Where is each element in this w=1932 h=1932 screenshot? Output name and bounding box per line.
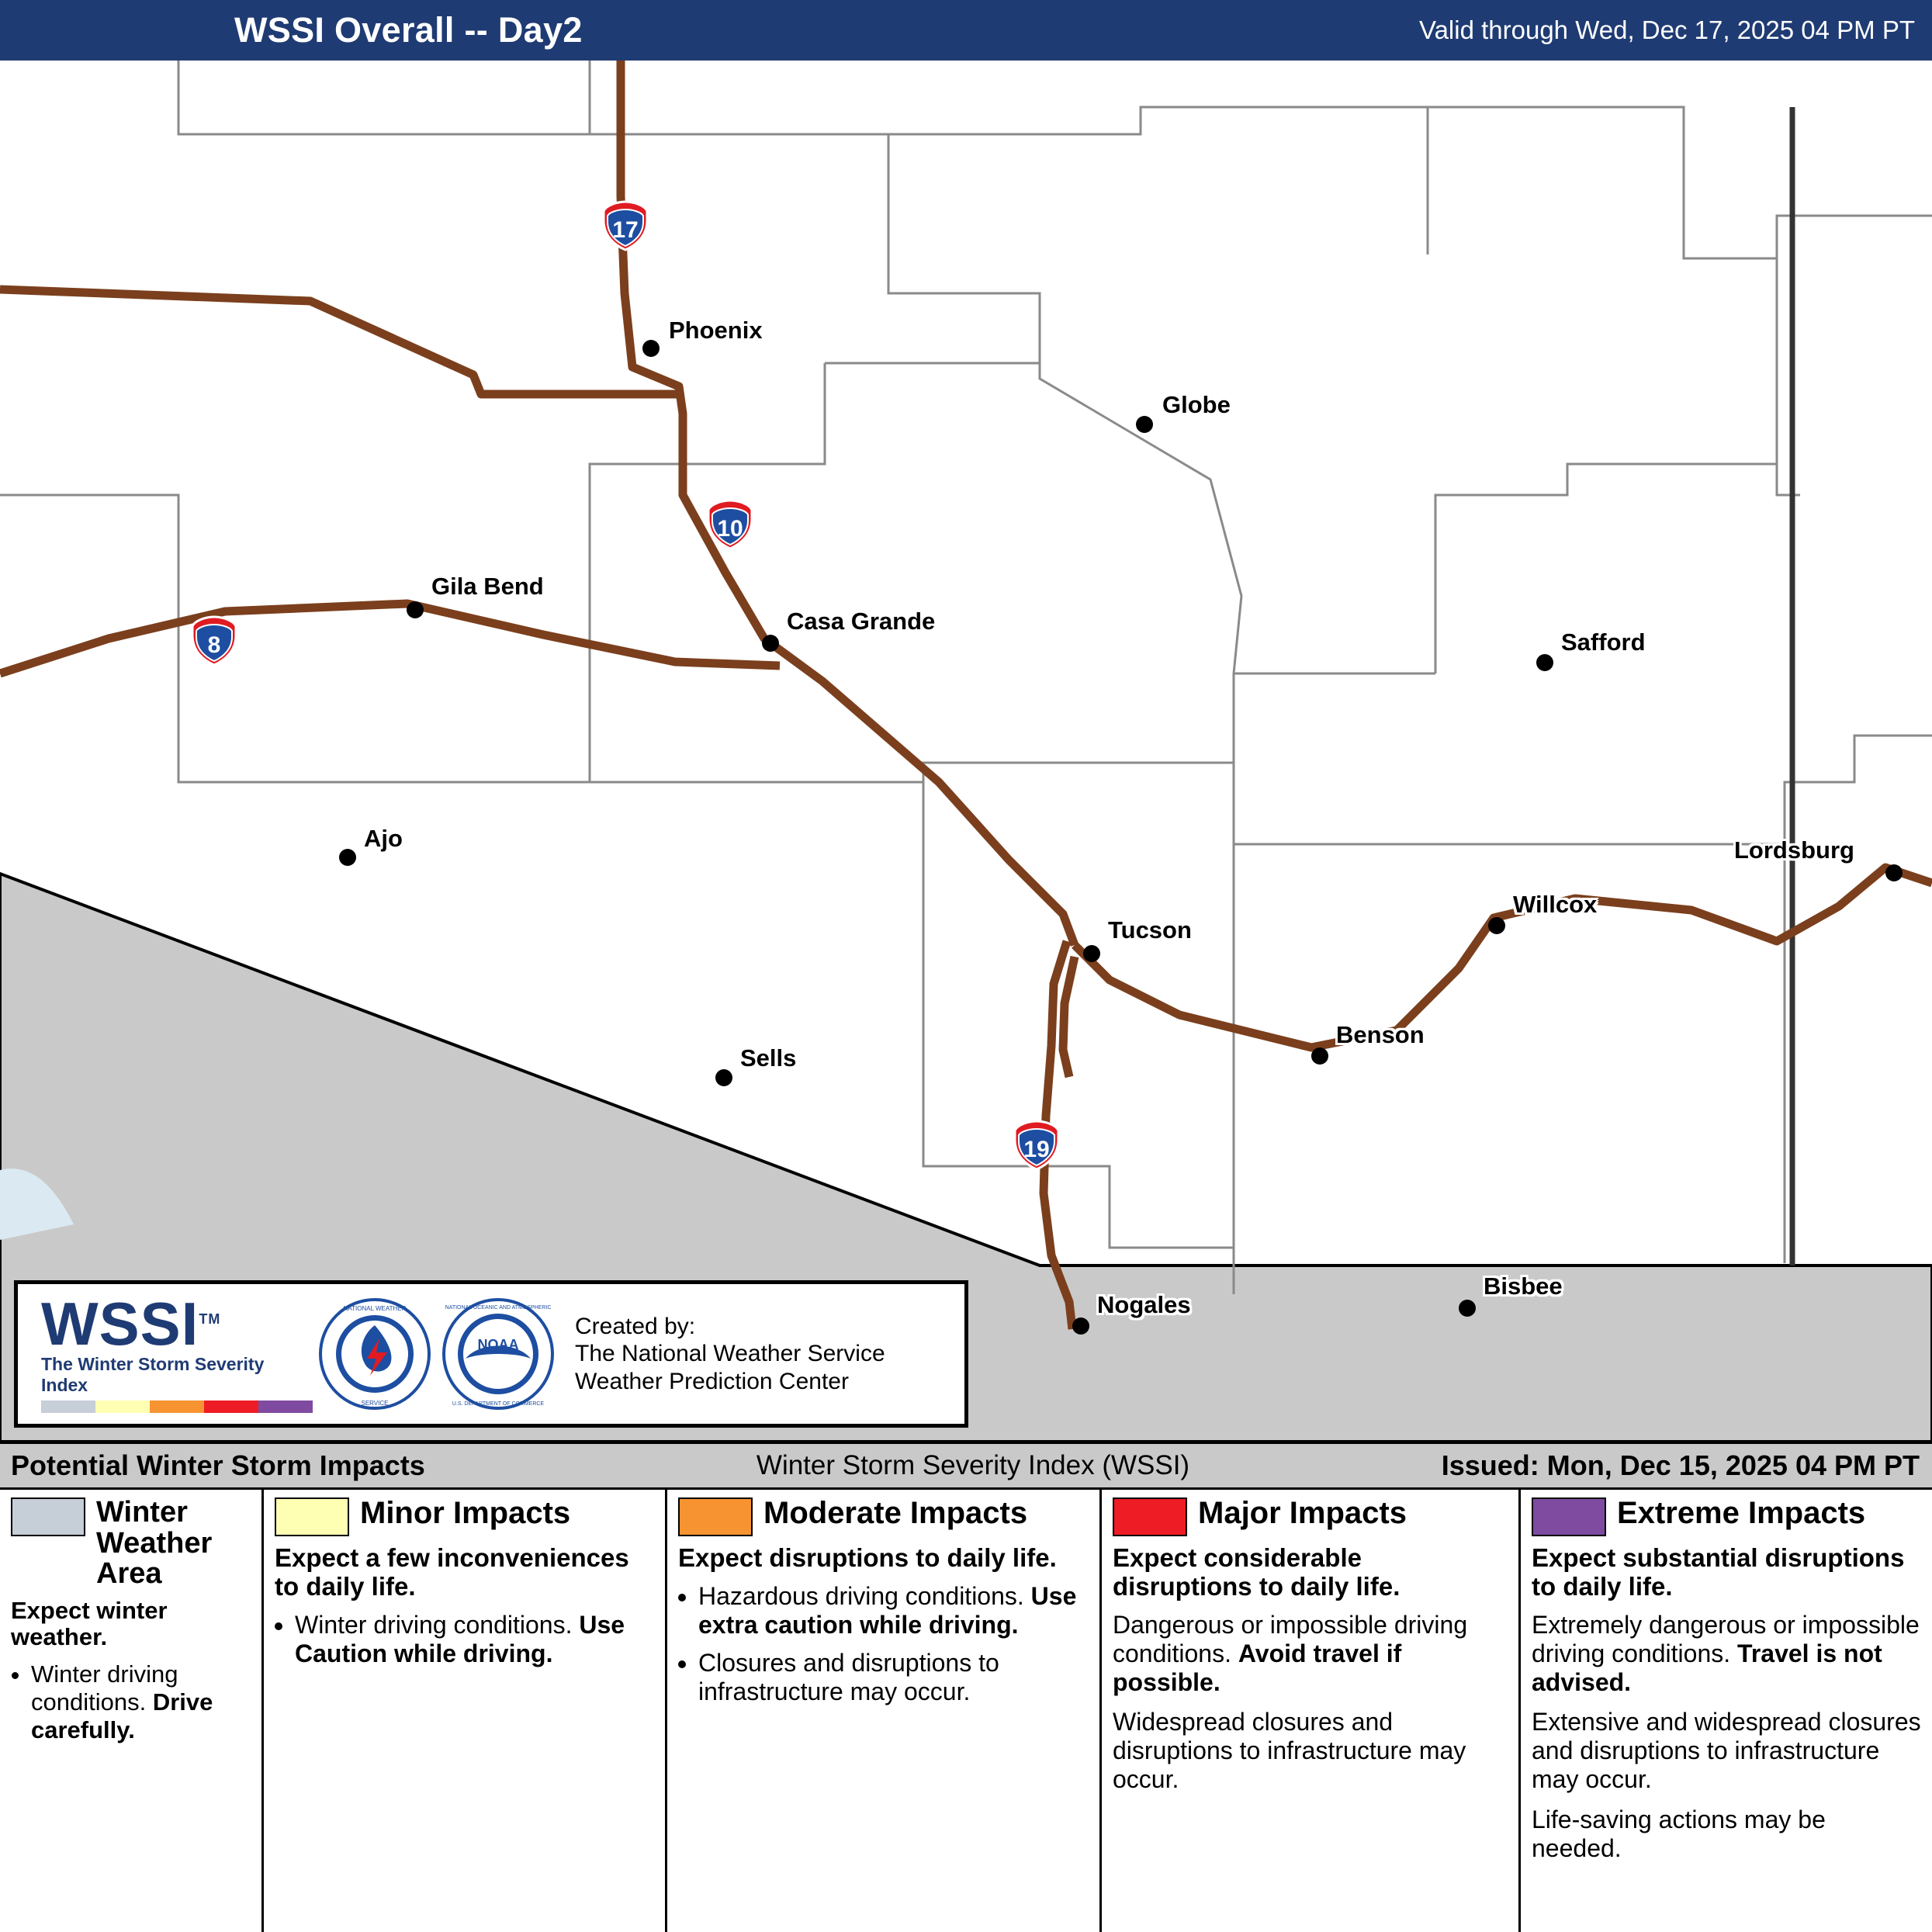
legend-header	[11, 1497, 251, 1590]
legend-bullets-moderate	[678, 1582, 1089, 1706]
legend-body-winter	[11, 1660, 251, 1744]
legend-subtitle-winter: Expect winter weather.	[11, 1596, 168, 1651]
shield-number: 17	[612, 217, 639, 243]
interstate-shield-17	[601, 200, 649, 251]
legend-col-major	[1102, 1490, 1521, 1932]
legend-title-winter: Winter Weather Area	[96, 1496, 213, 1591]
legend-swatch-moderate	[678, 1497, 753, 1536]
city-dot-lordsburg	[1885, 864, 1903, 881]
color-chip-winter	[41, 1401, 95, 1413]
legend-paragraph	[1532, 1708, 1921, 1794]
issued-text: Issued: Mon, Dec 15, 2025 04 PM PT	[1441, 1449, 1920, 1481]
city-label-benson: Benson	[1336, 1021, 1425, 1048]
wssi-tm: TM	[199, 1311, 221, 1327]
created-by-center: Weather Prediction Center	[575, 1368, 849, 1394]
city-dot-phoenix	[642, 340, 660, 357]
city-label-safford: Safford	[1561, 628, 1646, 656]
list-item	[698, 1649, 1089, 1706]
wssi-wordmark	[41, 1289, 305, 1358]
legend-swatch-extreme	[1532, 1497, 1606, 1536]
svg-text:NATIONAL WEATHER: NATIONAL WEATHER	[343, 1304, 407, 1312]
paragraph-text: Extremely dangerous or impossible driving conditions.	[1532, 1610, 1920, 1668]
legend-body-minor	[275, 1611, 654, 1668]
legend-header	[1532, 1497, 1921, 1536]
legend-paragraph	[1113, 1708, 1508, 1794]
bullet-bold: Drive carefully.	[31, 1688, 213, 1743]
city-dot-casa-grande	[762, 635, 779, 652]
bullet-bold: Use Caution while driving.	[295, 1610, 625, 1668]
interstate-shield-10	[706, 499, 754, 550]
legend-bullets-winter	[11, 1660, 251, 1744]
created-by-agency: The National Weather Service	[575, 1341, 885, 1367]
legend-bullets-minor	[275, 1611, 654, 1668]
agency-seals	[305, 1298, 569, 1411]
city-label-bisbee: Bisbee	[1484, 1272, 1563, 1300]
city-dot-bisbee	[1459, 1300, 1476, 1317]
legend-subtitle-extreme: Expect substantial disruptions to daily life.	[1532, 1543, 1905, 1601]
page-title: WSSI Overall -- Day2	[234, 10, 583, 50]
bullet-text: Winter driving conditions.	[295, 1610, 580, 1639]
city-label-casa-grande: Casa Grande	[787, 608, 936, 635]
city-label-ajo: Ajo	[364, 825, 403, 852]
svg-text:NOAA: NOAA	[477, 1336, 519, 1352]
interstate-shield-8	[190, 615, 238, 667]
header-bar	[0, 0, 1932, 61]
legend-col-minor	[264, 1490, 667, 1932]
city-label-gila-bend: Gila Bend	[431, 573, 544, 600]
list-item	[295, 1611, 654, 1668]
legend-title-extreme: Extreme Impacts	[1617, 1496, 1866, 1530]
city-label-tucson: Tucson	[1108, 916, 1192, 943]
wssi-brand	[18, 1289, 305, 1413]
city-label-sells: Sells	[740, 1044, 797, 1072]
impacts-bar	[0, 1442, 1932, 1490]
legend-paragraph	[1532, 1611, 1921, 1697]
created-by-label: Created by:	[575, 1313, 696, 1339]
shield-number: 10	[717, 516, 743, 542]
legend-header	[275, 1497, 654, 1536]
bullet-bold: Use extra caution while driving.	[698, 1581, 1077, 1639]
svg-text:U.S. DEPARTMENT OF COMMERCE: U.S. DEPARTMENT OF COMMERCE	[452, 1401, 545, 1407]
city-dot-benson	[1311, 1047, 1328, 1065]
city-dot-nogales	[1072, 1317, 1089, 1335]
legend-body-moderate	[678, 1582, 1089, 1706]
city-label-phoenix: Phoenix	[669, 317, 763, 344]
color-chip-moderate	[150, 1401, 204, 1413]
color-chip-minor	[95, 1401, 150, 1413]
city-dot-ajo	[339, 849, 356, 866]
impacts-bar-title: Potential Winter Storm Impacts	[11, 1449, 425, 1481]
map-canvas[interactable]	[0, 61, 1932, 1442]
legend-subtitle-major: Expect considerable disruptions to daily life.	[1113, 1543, 1401, 1601]
list-item	[31, 1660, 251, 1744]
legend-col-moderate	[667, 1490, 1102, 1932]
list-item	[698, 1582, 1089, 1639]
legend-swatch-minor	[275, 1497, 349, 1536]
city-dot-safford	[1536, 654, 1553, 671]
paragraph-text: Dangerous or impossible driving conditions.	[1113, 1610, 1468, 1668]
noaa-seal-icon	[442, 1298, 555, 1411]
city-dot-willcox	[1488, 917, 1505, 934]
legend-body-extreme	[1532, 1611, 1921, 1863]
paragraph-text: Widespread closures and disruptions to infrastructure may occur.	[1113, 1708, 1466, 1794]
city-label-nogales: Nogales	[1097, 1291, 1191, 1318]
paragraph-text: Life-saving actions may be needed.	[1532, 1805, 1826, 1862]
legend-subtitle-minor: Expect a few inconveniences to daily life.	[275, 1543, 629, 1601]
paragraph-text: Extensive and widespread closures and disruptions to infrastructure may occur.	[1532, 1708, 1921, 1794]
wssi-tagline: The Winter Storm Severity Index	[41, 1354, 265, 1396]
legend-header	[678, 1497, 1089, 1536]
color-chip-major	[204, 1401, 258, 1413]
legend-swatch-winter	[11, 1497, 85, 1536]
bullet-text: Closures and disruptions to infrastructure may occur.	[698, 1649, 999, 1706]
legend-subtitle-moderate: Expect disruptions to daily life.	[678, 1543, 1057, 1572]
legend-title-major: Major Impacts	[1198, 1496, 1407, 1530]
city-dot-gila-bend	[407, 601, 424, 618]
legend-body-major	[1113, 1611, 1508, 1795]
map-vector-layer	[0, 61, 1932, 1442]
city-dot-tucson	[1083, 945, 1100, 962]
legend-title-moderate: Moderate Impacts	[763, 1496, 1028, 1530]
city-label-willcox: Willcox	[1513, 891, 1598, 918]
legend-paragraph	[1532, 1806, 1921, 1863]
impacts-bar-subtitle: Winter Storm Severity Index (WSSI)	[756, 1450, 1190, 1480]
legend-col-winter-weather-area	[0, 1490, 264, 1932]
valid-through-text: Valid through Wed, Dec 17, 2025 04 PM PT	[1419, 16, 1915, 44]
svg-text:SERVICE: SERVICE	[361, 1399, 389, 1407]
interstate-shield-19	[1013, 1120, 1061, 1171]
city-label-lordsburg: Lordsburg	[1734, 836, 1854, 864]
city-label-globe: Globe	[1162, 391, 1231, 418]
wssi-wordmark-text: WSSI	[41, 1289, 199, 1358]
wssi-logo-box	[14, 1280, 968, 1428]
legend-swatch-major	[1113, 1497, 1187, 1536]
shield-number: 19	[1023, 1137, 1050, 1162]
legend-header	[1113, 1497, 1508, 1536]
nws-seal-icon	[319, 1298, 431, 1411]
city-dot-globe	[1136, 416, 1153, 433]
created-by-block	[569, 1313, 885, 1395]
paragraph-bold: Travel is not advised.	[1532, 1639, 1882, 1697]
shield-number: 8	[207, 632, 221, 658]
wssi-color-bar	[41, 1401, 313, 1413]
city-dot-sells	[715, 1069, 732, 1086]
legend-row	[0, 1490, 1932, 1932]
bullet-text: Winter driving conditions.	[31, 1660, 178, 1716]
legend-title-minor: Minor Impacts	[360, 1496, 571, 1530]
svg-text:NATIONAL OCEANIC AND ATMOSPHER: NATIONAL OCEANIC AND ATMOSPHERIC	[445, 1304, 552, 1311]
paragraph-bold: Avoid travel if possible.	[1113, 1639, 1402, 1697]
bullet-text: Hazardous driving conditions.	[698, 1581, 1031, 1610]
legend-paragraph	[1113, 1611, 1508, 1697]
legend-col-extreme	[1521, 1490, 1932, 1932]
